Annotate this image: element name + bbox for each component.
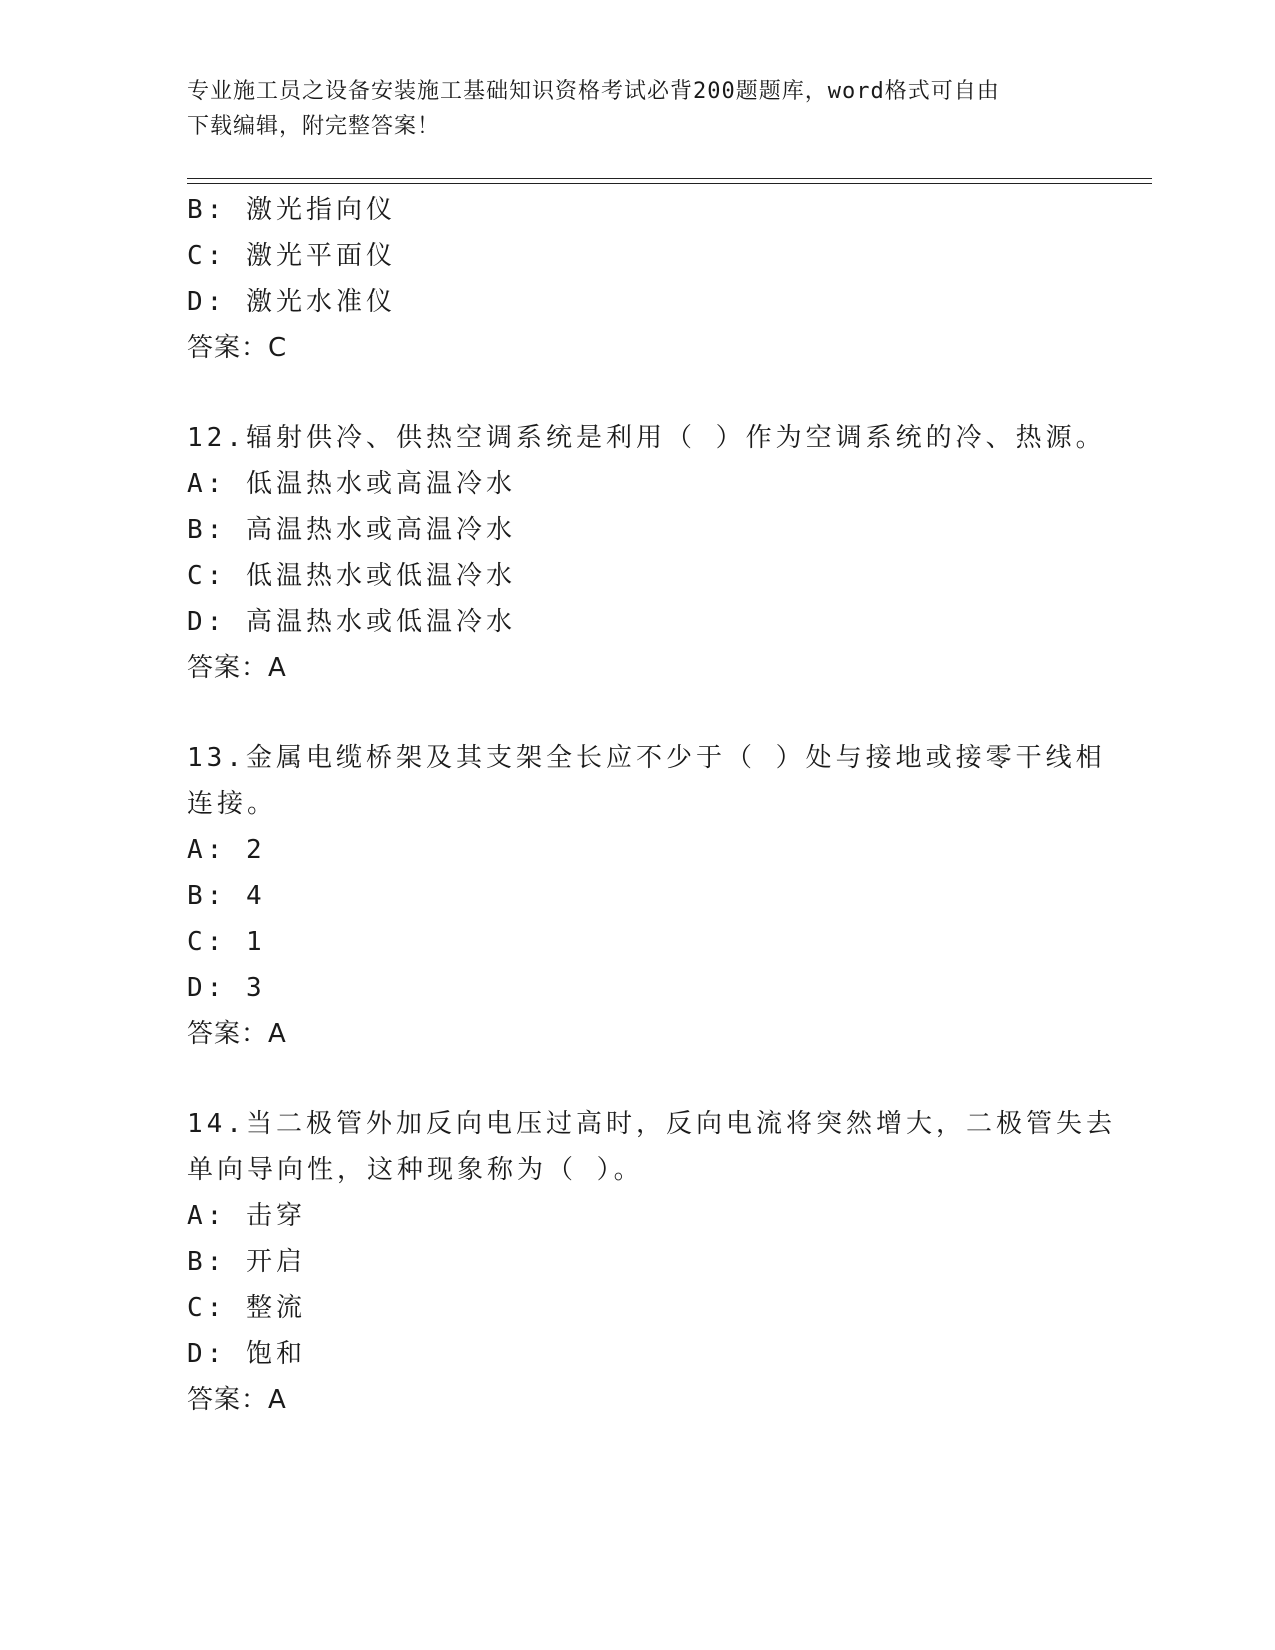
question-13 (187, 735, 1106, 1057)
document-header (187, 74, 1087, 144)
header-line-2: 下载编辑，附完整答案！ (187, 114, 441, 139)
header-line-1: 专业施工员之设备安装施工基础知识资格考试必背200题题库，word格式可自由 (187, 79, 1000, 104)
option-b: B: 开启 (187, 1247, 306, 1277)
option-a: A: 击穿 (187, 1201, 306, 1231)
option-d: D: 3 (187, 973, 266, 1003)
header-divider-bottom (187, 183, 1152, 184)
answer: 答案：A (187, 653, 287, 683)
question-12 (187, 415, 1106, 691)
answer: 答案：A (187, 1019, 287, 1049)
question-text-line-2: 连接。 (187, 789, 278, 819)
header-divider-top (187, 178, 1152, 179)
question-text-line-2: 单向导向性，这种现象称为（ ）。 (187, 1155, 644, 1185)
option-d: D: 高温热水或低温冷水 (187, 607, 516, 637)
option-b: B: 4 (187, 881, 266, 911)
question-text: 12.辐射供冷、供热空调系统是利用（ ）作为空调系统的冷、热源。 (187, 423, 1106, 453)
option-c: C: 1 (187, 927, 266, 957)
option-d: D: 饱和 (187, 1339, 306, 1369)
question-text-line-1: 14.当二极管外加反向电压过高时，反向电流将突然增大，二极管失去 (187, 1109, 1116, 1139)
option-a: A: 2 (187, 835, 266, 865)
option-d: D: 激光水准仪 (187, 287, 396, 317)
option-a: A: 低温热水或高温冷水 (187, 469, 516, 499)
option-c: C: 整流 (187, 1293, 306, 1323)
option-b: B: 激光指向仪 (187, 195, 396, 225)
question-list (187, 187, 1116, 1423)
question-text-line-1: 13.金属电缆桥架及其支架全长应不少于（ ）处与接地或接零干线相 (187, 743, 1106, 773)
answer: 答案：C (187, 333, 288, 363)
spacer (187, 371, 1087, 415)
option-b: B: 高温热水或高温冷水 (187, 515, 516, 545)
question-11 (187, 187, 1087, 371)
answer: 答案：A (187, 1385, 287, 1415)
spacer (187, 1057, 1087, 1101)
question-14 (187, 1101, 1116, 1423)
option-c: C: 低温热水或低温冷水 (187, 561, 516, 591)
spacer (187, 691, 1087, 735)
option-c: C: 激光平面仪 (187, 241, 396, 271)
